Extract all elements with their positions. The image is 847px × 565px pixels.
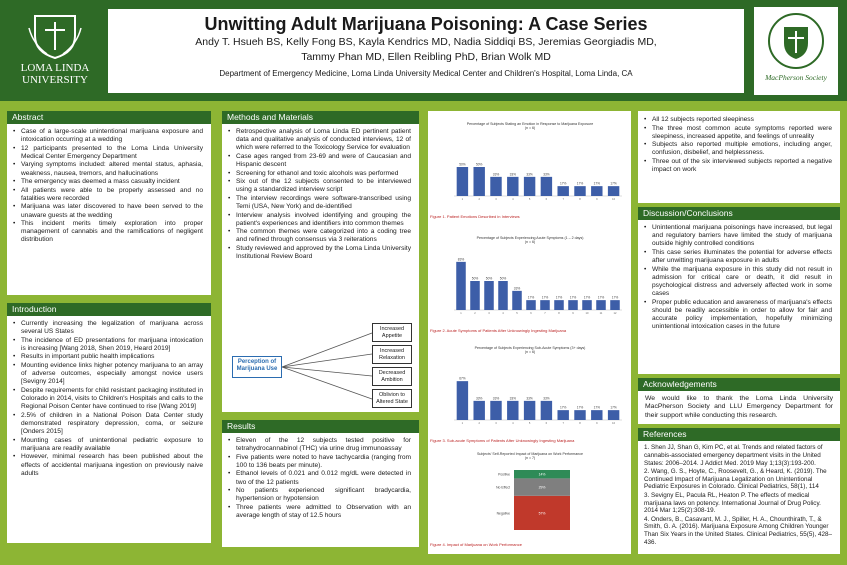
data-label: 50%	[485, 276, 493, 281]
data-label: 14%	[538, 472, 546, 477]
tick-label: 4	[512, 198, 514, 201]
data-label: 17%	[610, 405, 617, 410]
data-label: 17%	[560, 405, 567, 410]
tick-label: 9	[596, 422, 598, 425]
tick-label: 1	[461, 198, 464, 201]
introduction-list	[7, 316, 211, 478]
tick-label: 5	[528, 422, 531, 425]
bar	[524, 401, 535, 420]
figure-title: Percentage of Subjects Stating an Emotion in Response to Marijuana Exposure	[466, 122, 594, 126]
authors-line-2: Tammy Phan MD, Ellen Reibling PhD, Brian Wolk MD	[301, 51, 551, 63]
list-item: • The incidence of ED presentations for marijuana intoxication is increasing [Wang 2018, Shen 2019, Heard 2019]	[21, 337, 203, 353]
results-panel	[222, 420, 419, 547]
bar	[456, 262, 466, 310]
data-label: 33%	[543, 396, 550, 401]
bar	[507, 401, 518, 420]
abstract-list	[7, 124, 211, 245]
methods-list	[222, 124, 419, 261]
key-findings-panel	[638, 111, 840, 203]
figure-n: (n = 6)	[524, 240, 536, 244]
data-label: 17%	[610, 181, 617, 186]
references-panel	[638, 428, 840, 554]
figure-title: Percentage of Subjects Experiencing Acute Symptoms (1 – 2 days)	[476, 236, 584, 240]
list-item: • Three out of the six interviewed subjects reported a negative impact on work	[652, 158, 832, 174]
bar	[608, 186, 619, 196]
bar	[540, 300, 550, 310]
bar	[490, 177, 501, 196]
introduction-panel	[7, 303, 211, 543]
data-label: 33%	[509, 172, 516, 177]
tick-label: 10	[612, 198, 616, 201]
bar-chart	[430, 130, 630, 208]
tick-label: 5	[528, 198, 531, 201]
data-label: 17%	[597, 295, 605, 300]
figure-4	[430, 452, 630, 547]
data-label: 33%	[492, 172, 500, 177]
references-heading: References	[638, 428, 840, 441]
university-seal-icon	[27, 10, 83, 60]
data-label: 29%	[538, 485, 546, 490]
figure-title: Subjects' Self-Reported Impact of Marijuana on Work Performance	[476, 452, 584, 456]
data-label: 50%	[459, 162, 466, 167]
title-box	[108, 9, 744, 93]
figure-n: (n = 7)	[524, 456, 536, 460]
list-item: • All patients were able to be properly assessed and no fatalities were recorded	[21, 187, 203, 203]
logo-line-1: LOMA LINDA	[20, 62, 90, 74]
society-crest-icon	[766, 11, 826, 73]
tick-label: 6	[530, 312, 532, 315]
list-item: • Mounting cases of unintentional pediatric exposure to marijuana are readily available	[21, 437, 203, 453]
diagram-node: Increased Appetite	[372, 323, 412, 342]
list-item: • Five patients were noted to have tachycardia (ranging from 100 to 136 beats per minute).	[236, 454, 411, 470]
tick-label: 10	[612, 422, 616, 425]
list-item: • Mounting evidence links higher potency marijuana to an array of adverse outcomes, especially amongst novice users [Sevigny 2014]	[21, 362, 203, 387]
data-label: 17%	[541, 295, 549, 300]
data-label: 50%	[499, 276, 507, 281]
data-label: 33%	[543, 172, 550, 177]
tick-label: 7	[562, 422, 564, 425]
tick-label: 3	[495, 198, 497, 201]
data-label: 33%	[492, 396, 500, 401]
list-item: • 2.5% of children in a National Poison Data Center study demonstrated respiratory depression, coma, or seizure [Onders 2015]	[21, 412, 203, 437]
category-label: Negative	[496, 511, 510, 516]
key-findings-list	[638, 111, 840, 174]
tick-label: 2	[478, 422, 480, 425]
tick-label: 3	[488, 312, 490, 315]
data-label: 17%	[527, 295, 535, 300]
list-item: • Proper public education and awareness of marijuana's effects should be readily accessible in order to allow for fair and accurate policy implementation, hopefully minimizing unintentional intoxication cases in the future	[652, 299, 832, 332]
stacked-bar-chart	[430, 460, 630, 536]
data-label: 57%	[538, 511, 546, 516]
category-label: Positive	[498, 472, 510, 477]
diagram-node: Increased Relaxation	[372, 345, 412, 364]
theme-diagram	[222, 323, 419, 411]
affiliation: Department of Emergency Medicine, Loma Linda University Medical Center and Children's Hospital, Loma Linda, CA	[219, 69, 633, 78]
data-label: 17%	[560, 181, 567, 186]
methods-panel	[222, 111, 419, 412]
bar	[596, 300, 606, 310]
figure-1	[430, 122, 630, 219]
tick-label: 2	[478, 198, 480, 201]
tick-label: 8	[579, 198, 581, 201]
data-label: 33%	[513, 286, 521, 291]
tick-label: 7	[562, 198, 564, 201]
bar	[470, 281, 480, 310]
figure-caption: Figure 4. Impact of Marijuana on Work Performance	[430, 542, 522, 547]
data-label: 17%	[611, 295, 619, 300]
figure-caption: Figure 2. Acute Symptoms of Patients After Unknowingly Ingesting Marijuana	[430, 328, 567, 333]
list-item: • Eleven of the 12 subjects tested positive for tetrahydrocannabinol (THC) via urine drug immunoassay	[236, 437, 411, 453]
list-item: • Ethanol levels of 0.021 and 0.012 mg/dL were detected in two of the 12 patients	[236, 470, 411, 486]
bar	[526, 300, 536, 310]
bar	[457, 167, 468, 196]
list-item: • No patients experienced significant bradycardia, hypertension or hypotension	[236, 487, 411, 503]
abstract-heading: Abstract	[7, 111, 211, 124]
data-label: 17%	[576, 181, 584, 186]
data-label: 17%	[569, 295, 577, 300]
tick-label: 1	[460, 312, 462, 315]
bar	[507, 177, 518, 196]
reference-item: 2. Wang, G. S., Hoyte, C., Roosevelt, G., & Heard, K. (2019). The Continued Impact of Marijuana Legalization on Unintentional Pediatric Exposures in Colorado. Clinical Pediatrics, 58(1), 114	[644, 467, 827, 491]
tick-label: 1	[461, 422, 464, 425]
list-item: • While the marijuana exposure in this study did not result in admission for critical care or death, it did result in psychological distress and adversely affected work in some cases	[652, 266, 832, 299]
tick-label: 9	[572, 312, 574, 315]
bar	[524, 177, 535, 196]
list-item: • The three most common acute symptoms reported were sleepiness, increased appetite, and feelings of unreality	[652, 125, 832, 141]
diagram-center-node: Perception of Marijuana Use	[232, 356, 282, 378]
list-item: • All 12 subjects reported sleepiness	[652, 116, 832, 124]
tick-label: 6	[545, 198, 548, 201]
results-list	[222, 433, 419, 520]
introduction-heading: Introduction	[7, 303, 211, 316]
tick-label: 12	[613, 312, 617, 315]
tick-label: 7	[544, 312, 546, 315]
poster-header	[0, 0, 847, 101]
data-label: 17%	[583, 295, 591, 300]
data-label: 33%	[476, 396, 483, 401]
bar-chart	[430, 244, 630, 322]
bar	[473, 401, 484, 420]
figure-caption: Figure 3. Sub-acute Symptoms of Patients After Unknowingly Ingesting Marijuana	[430, 438, 575, 443]
tick-label: 2	[474, 312, 476, 315]
bar	[610, 300, 620, 310]
methods-heading: Methods and Materials	[222, 111, 419, 124]
discussion-heading: Discussion/Conclusions	[638, 207, 840, 220]
discussion-list	[638, 220, 840, 332]
macpherson-society-logo	[753, 6, 839, 96]
bar	[498, 281, 508, 310]
bar	[568, 300, 578, 310]
list-item: • Varying symptoms included: altered mental status, aphasia, weakness, nausea, tremors, and hallucinations	[21, 161, 203, 177]
bar	[554, 300, 564, 310]
loma-linda-logo	[10, 10, 100, 94]
data-label: 50%	[471, 276, 479, 281]
poster-title: Unwitting Adult Marijuana Poisoning: A Case Series	[204, 14, 648, 34]
tick-label: 11	[599, 312, 603, 315]
tick-label: 5	[516, 312, 518, 315]
list-item: • Screening for ethanol and toxic alcohols was performed	[236, 170, 411, 178]
acknowledgements-heading: Acknowledgements	[638, 378, 840, 391]
figure-3	[430, 346, 630, 443]
reference-item: 3. Sevigny EL, Pacula RL, Heaton P. The effects of medical marijuana laws on potency. International Journal of Drug Policy. 2014 Mar 1;25(2):308-19.	[644, 491, 821, 515]
list-item: • The common themes were categorized into a coding tree and refined through consensus via 3 reiterations	[236, 228, 411, 244]
list-item: • Study reviewed and approved by the Loma Linda University Institutional Review Board	[236, 245, 411, 261]
society-name: MacPherson Society	[765, 73, 827, 82]
reference-item: 4. Onders, B., Casavant, M. J., Spiller, H. A., Chounthirath, T., & Smith, G. A. (2016). Marijuana Exposure Among Children Younger Than Six Years in the United States. Clinical Pediatrics, 55(5), 428–436.	[644, 515, 832, 547]
data-label: 17%	[593, 181, 600, 186]
bar	[582, 300, 592, 310]
figure-2	[430, 236, 630, 333]
diagram-node: Decreased Ambition	[372, 367, 412, 386]
list-item: • Subjects also reported multiple emotions, including anger, confusion, disbelief, and helplessness.	[652, 141, 832, 157]
figure-n: (n = 6)	[524, 126, 536, 130]
references-list	[638, 441, 840, 550]
diagram-node: Oblivion to Altered State	[372, 389, 412, 408]
discussion-panel	[638, 207, 840, 374]
list-item: • Case of a large-scale unintentional marijuana exposure and intoxication occurring at a wedding	[21, 128, 203, 144]
list-item: • Interview analysis involved identifying and grouping the patient's experiences and identifiers into common themes	[236, 212, 411, 228]
tick-label: 9	[596, 198, 598, 201]
list-item: • Six out of the 12 subjects consented to be interviewed using a standardized interview script	[236, 178, 411, 194]
authors-line-1: Andy T. Hsueh BS, Kelly Fong BS, Kayla Kendrics MD, Nadia Siddiqi BS, Jeremias Georgiadis MD,	[195, 36, 657, 48]
bar	[557, 186, 568, 196]
tick-label: 4	[502, 312, 504, 315]
logo-line-2: UNIVERSITY	[22, 74, 88, 86]
category-label: No Effect	[496, 485, 510, 490]
bar	[490, 401, 501, 420]
bar	[608, 410, 619, 420]
list-item: • The emergency was deemed a mass casualty incident	[21, 178, 203, 186]
list-item: • Despite requirements for child resistant packaging instituted in Colorado in 2014, visits to Children's Hospitals and calls to the Regional Poison Center have continued to rise [Wang 2019]	[21, 387, 203, 412]
reference-item: 1. Shen JJ, Shan G, Kim PC, et al. Trends and related factors of cannabis-associated emergency department visits in the United States: 2006–2014. J Addict Med. 2019 May 1;13(3):193-200.	[644, 444, 823, 467]
list-item: • The interview recordings were software-transcribed using Temi (USA, New York) and de-identified	[236, 195, 411, 211]
list-item: • Currently increasing the legalization of marijuana across several US States	[21, 320, 203, 336]
bar	[541, 401, 552, 420]
data-label: 17%	[593, 405, 600, 410]
tick-label: 3	[495, 422, 497, 425]
bar-chart	[430, 354, 630, 432]
bar	[484, 281, 494, 310]
bar	[591, 186, 602, 196]
data-label: 83%	[457, 257, 465, 262]
list-item: • Case ages ranged from 23-69 and were of Caucasian and Hispanic descent	[236, 153, 411, 169]
figure-n: (n = 6)	[524, 350, 536, 354]
bar	[541, 177, 552, 196]
figure-caption: Figure 1. Patient Emotions Described in Interviews	[430, 214, 520, 219]
bar	[574, 410, 585, 420]
tick-label: 6	[545, 422, 548, 425]
tick-label: 8	[579, 422, 581, 425]
list-item: • Retrospective analysis of Loma Linda ED pertinent patient data and qualitative analysis of conducted interviews, 12 of which were referred to the Toxicology Service for evaluation	[236, 128, 411, 153]
acknowledgements-panel	[638, 378, 840, 424]
data-label: 17%	[555, 295, 563, 300]
list-item: • Marijuana was later discovered to have been served to the unaware guests at the wedding	[21, 203, 203, 219]
data-label: 50%	[476, 162, 483, 167]
data-label: 33%	[526, 396, 533, 401]
data-label: 67%	[459, 376, 466, 381]
list-item: • Results in important public health implications	[21, 353, 203, 361]
list-item: • 12 participants presented to the Loma Linda University Medical Center Emergency Department	[21, 145, 203, 161]
acknowledgements-text: We would like to thank the Loma Linda University MacPherson Society and LLU Emergency Department for their support while conducting this research.	[645, 395, 833, 419]
bar	[574, 186, 585, 196]
bar	[473, 167, 484, 196]
bar	[557, 410, 568, 420]
list-item: • Three patients were admitted to Observation with an average length of stay of 12.5 hours	[236, 504, 411, 520]
list-item: • Unintentional marijuana poisonings have increased, but legal and regulatory barriers have limited the study of marijuana outside highly controlled conditions	[652, 224, 832, 249]
data-label: 17%	[576, 405, 584, 410]
abstract-panel	[7, 111, 211, 295]
figure-title: Percentage of Subjects Experiencing Sub-Acute Symptoms (3+ days)	[474, 346, 586, 350]
list-item: • This incident merits timely exploration into proper management of cannabis and the ramifications of negligent distribution	[21, 220, 203, 245]
tick-label: 10	[585, 312, 589, 315]
bar	[512, 291, 522, 310]
bar	[457, 381, 468, 420]
tick-label: 8	[558, 312, 560, 315]
data-label: 33%	[509, 396, 516, 401]
results-heading: Results	[222, 420, 419, 433]
list-item: • However, minimal research has been published about the effects of accidental marijuana ingestion on previously naive adults	[21, 453, 203, 478]
tick-label: 4	[512, 422, 514, 425]
data-label: 33%	[526, 172, 533, 177]
list-item: • This case series illuminates the potential for adverse effects after unwitting marijuana exposure in adults	[652, 249, 832, 265]
bar	[591, 410, 602, 420]
